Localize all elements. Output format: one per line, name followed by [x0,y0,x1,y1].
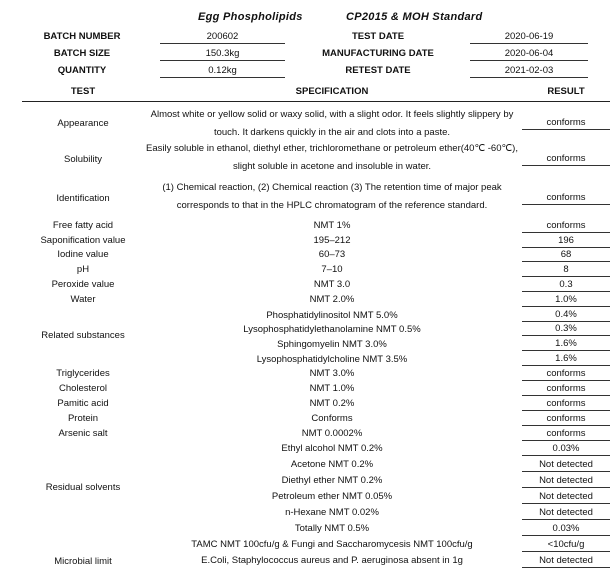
test-name: Solubility [63,154,103,165]
test-name: Free fatty acid [52,220,114,231]
specification-text: NMT 3.0% [309,368,355,379]
result-value: 0.3 [522,278,610,292]
quantity-label: QUANTITY [57,65,107,76]
result-value: Not detected [522,554,610,568]
batch-size-value: 150.3kg [160,47,285,61]
test-name: Triglycerides [56,368,110,379]
specification-text: NMT 1.0% [309,383,355,394]
product-title: Egg Phospholipids [198,11,303,23]
result-value: Not detected [522,506,610,520]
specification-text: Petroleum ether NMT 0.05% [271,491,393,502]
column-header-test: TEST [70,86,96,97]
result-value: conforms [522,152,610,166]
result-value: 1.0% [522,293,610,307]
test-name: Cholesterol [58,383,108,394]
result-value: Not detected [522,474,610,488]
result-value: 8 [522,263,610,277]
test-date-label: TEST DATE [351,31,405,42]
column-header-result: RESULT [547,86,585,97]
specification-text: Diethyl ether NMT 0.2% [281,475,383,486]
result-value: 0.03% [522,442,610,456]
specification-text: Lysophosphatidylethanolamine NMT 0.5% [243,324,421,335]
test-name: Water [70,294,96,305]
test-name: Residual solvents [45,482,121,493]
column-header-specification: SPECIFICATION [295,86,369,97]
specification-text: Conforms [311,413,353,424]
test-name: Arsenic salt [58,428,108,439]
specification-text: 60–73 [318,249,346,260]
test-name: Protein [67,413,99,424]
test-name: Saponification value [40,235,126,246]
specification-text: n-Hexane NMT 0.02% [285,507,379,518]
test-date-value: 2020-06-19 [470,30,588,44]
result-value: 1.6% [522,352,610,366]
specification-text: 195–212 [313,235,351,246]
result-value: conforms [522,219,610,233]
manufacturing-date-value: 2020-06-04 [470,47,588,61]
result-value: <10cfu/g [522,538,610,552]
specification-text: Sphingomyelin NMT 3.0% [277,339,387,350]
specification-text: NMT 3.0 [313,279,351,290]
result-value: conforms [522,382,610,396]
retest-date-value: 2021-02-03 [470,64,588,78]
specification-text: E.Coli, Staphylococcus aureus and P. aeruginosa absent in 1g [201,555,463,566]
batch-number-value: 200602 [160,30,285,44]
test-name: Appearance [57,118,109,129]
result-value: 196 [522,234,610,248]
result-value: conforms [522,191,610,205]
result-value: 1.6% [522,337,610,351]
specification-text: Almost white or yellow solid or waxy solid, with a slight odor. It feels slightly slippery by touch. It darkens quickly in the air and clots into a paste. [150,109,514,138]
specification-text: Easily soluble in ethanol, diethyl ether, trichloromethane or petroleum ether(40℃ -60℃), slight soluble in acetone and insoluble in water. [146,143,518,172]
quantity-value: 0.12kg [160,64,285,78]
manufacturing-date-label: MANUFACTURING DATE [322,48,434,59]
test-name: Identification [56,193,110,204]
test-name: pH [76,264,90,275]
result-value: 68 [522,248,610,262]
batch-number-label: BATCH NUMBER [43,31,121,42]
specification-text: Phosphatidylinositol NMT 5.0% [266,310,398,321]
result-value: 0.3% [522,322,610,336]
standard-title: CP2015 & MOH Standard [346,11,483,23]
specification-text: NMT 0.0002% [301,428,363,439]
test-name: Microbial limit [54,556,112,567]
batch-size-label: BATCH SIZE [53,48,111,59]
specification-text: Lysophosphatidylcholine NMT 3.5% [256,354,408,365]
result-value: Not detected [522,490,610,504]
specification-text: Acetone NMT 0.2% [290,459,374,470]
test-name: Pamitic acid [57,398,109,409]
result-value: 0.03% [522,522,610,536]
specification-text: Ethyl alcohol NMT 0.2% [281,443,383,454]
result-value: 0.4% [522,308,610,322]
header-divider [22,101,610,102]
specification-text: 7–10 [321,264,343,275]
test-name: Related substances [41,330,125,341]
retest-date-label: RETEST DATE [345,65,411,76]
result-value: conforms [522,367,610,381]
test-name: Iodine value [57,249,109,260]
specification-text: TAMC NMT 100cfu/g & Fungi and Saccharomycesis NMT 100cfu/g [191,539,473,550]
specification-text: NMT 2.0% [309,294,355,305]
result-value: Not detected [522,458,610,472]
result-value: conforms [522,116,610,130]
result-value: conforms [522,412,610,426]
specification-text: NMT 1% [313,220,351,231]
result-value: conforms [522,397,610,411]
specification-text: Totally NMT 0.5% [294,523,370,534]
result-value: conforms [522,427,610,441]
test-name: Peroxide value [51,279,115,290]
specification-text: (1) Chemical reaction, (2) Chemical reaction (3) The retention time of major peak corresponds to that in the HPLC chromatogram of the reference standard. [162,182,502,211]
specification-text: NMT 0.2% [309,398,355,409]
